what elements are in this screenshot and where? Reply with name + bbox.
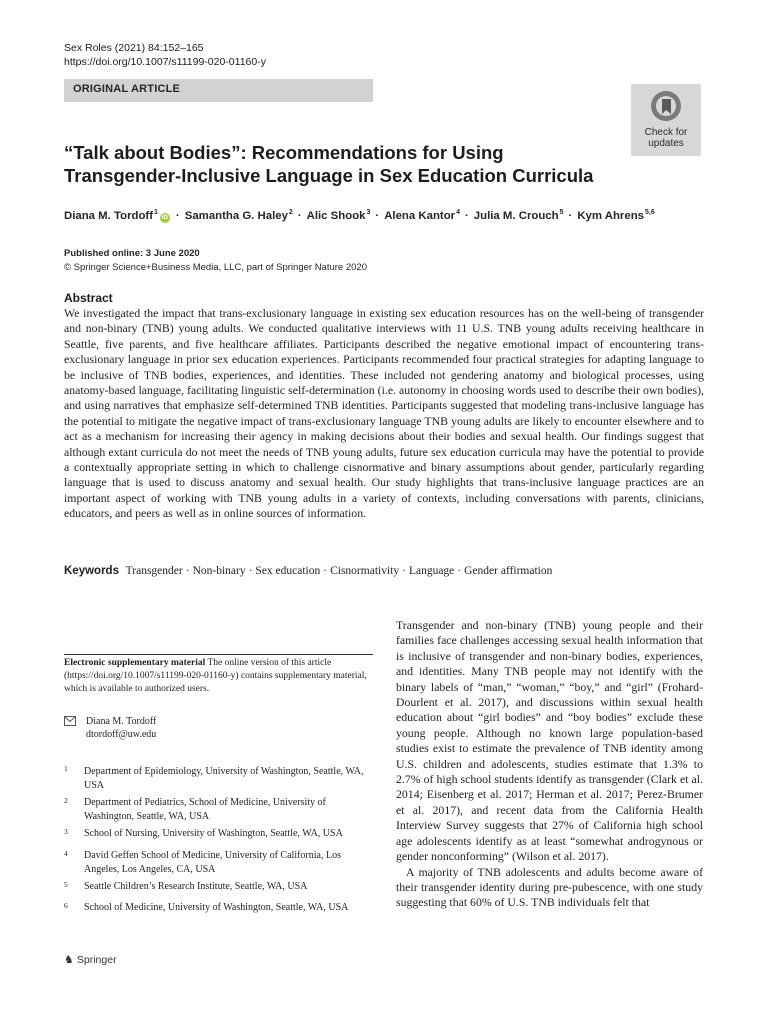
article-type-label: ORIGINAL ARTICLE (73, 83, 181, 95)
author-name[interactable]: Kym Ahrens (577, 209, 644, 222)
check-updates-text (631, 127, 701, 149)
publisher-name: Springer (76, 954, 117, 966)
supplementary-divider (64, 654, 373, 655)
keyword-separator: · (248, 565, 253, 577)
supplementary-note (64, 657, 373, 696)
affiliation-number: 2 (64, 796, 68, 805)
author-name[interactable]: Diana M. Tordoff (64, 209, 154, 222)
affiliation-text: David Geffen School of Medicine, University of California, Los Angeles, Los Angeles, CA, USA (84, 850, 341, 875)
affiliation-number: 5 (64, 880, 68, 889)
affiliation-text: School of Nursing, University of Washington, Seattle, WA, USA (84, 828, 343, 839)
keyword-separator: · (185, 565, 190, 577)
copyright-notice: © Springer Science+Business Media, LLC, part of Springer Nature 2020 (64, 262, 367, 273)
abstract-heading: Abstract (64, 291, 113, 305)
supplementary-text-after: ) contains supplementary material, which is available to authorized users. (64, 671, 367, 694)
published-date: Published online: 3 June 2020 (64, 248, 200, 259)
keyword: Language (408, 565, 455, 577)
author-name[interactable]: Samantha G. Haley (184, 209, 288, 222)
springer-horse-icon: ♞ (64, 954, 74, 966)
publisher-logo (64, 953, 117, 966)
article-title (64, 141, 624, 187)
check-for-updates-badge[interactable] (631, 84, 701, 156)
author-affiliation: 4 (456, 209, 460, 216)
doi-link[interactable]: https://doi.org/10.1007/s11199-020-01160-y (64, 56, 266, 68)
journal-reference: Sex Roles (2021) 84:152–165 (64, 42, 204, 54)
keyword: Cisnormativity (330, 565, 400, 577)
check-updates-line2: updates (648, 138, 684, 149)
keyword-separator: · (323, 565, 328, 577)
affiliation-text: Department of Pediatrics, School of Medicine, University of Washington, Seattle, WA, USA (84, 797, 326, 822)
author-affiliation: 3 (366, 209, 371, 216)
keyword: Sex education (255, 565, 321, 577)
keyword-separator: · (457, 565, 462, 577)
affiliation-text: Department of Epidemiology, University of Washington, Seattle, WA, USA (84, 766, 364, 791)
body-text-column (396, 618, 703, 911)
keywords-line (64, 565, 552, 577)
author-list (64, 209, 655, 223)
separator-dot: · (375, 209, 380, 222)
orcid-icon[interactable]: iD (161, 213, 169, 221)
author-affiliation: 5 (559, 209, 564, 216)
supplementary-text-before: The online version of this article ( (64, 658, 332, 681)
author-name[interactable]: Julia M. Crouch (473, 209, 559, 222)
affiliation-number: 1 (64, 764, 68, 773)
body-paragraph: Transgender and non-binary (TNB) young people and their families face challenges accessing sexual health information that is inclusive of transgender and non-binary bodies, experiences, and identities. Many TNB people may not identify with the binary labels of “man,” “woman,” “boy,” and “girl” (Frohard-Dourlent et al. 2017), and discussions within sexual health education about “girl bodies” and “boy bodies” exclude these young people. Although no known large population-based studies exist to estimate the prevalence of TNB identity among U.S. children and adolescents, studies estimate that 1.3% to 2.7% of high school students identify as transgender (Clark et al. 2014; Eisenberg et al. 2017; Herman et al. 2017; Perez-Brumer et al. 2017), and recent data from the California Health Interview Survey suggests that 27% of California high school age adolescents identify as at least “somewhat androgynous or gender nonconforming” (Wilson et al. 2017). (396, 618, 703, 864)
author-affiliation: 1 (154, 209, 158, 216)
abstract-body: We investigated the impact that trans-exclusionary language in existing sex education resources has on the well-being of transgender and non-binary (TNB) young adults. We conducted qualitative interviews with 11 U.S. TNB young adults receiving healthcare in Seattle, five parents, and five healthcare affiliates. Participants described the negative emotional impact of encountering trans-exclusionary language in prior sex education experiences. Participants recommended four practical strategies for adapting language to be inclusive of TNB bodies, experiences, and identities. These included not gendering anatomy and biological processes, using anatomy-based language, facilitating linguistic self-determination (i.e. autonomy in choosing words used to describe their own bodies), and using narratives that emphasize self-determined TNB identities. Participants suggested that modeling trans-inclusive language has the potential to mitigate the negative impact of trans-exclusionary language TNB young adults are likely to encounter elsewhere and to act as a mechanism for increasing their agency in making decisions about their bodies and sexual health. Our findings suggest that although extant curricula do not meet the needs of TNB young adults, future sex education curricula may have the potential to provide a contextually appropriate setting in which to challenge cisnormative and binary assumptions about gender, particularly regarding language that is used to discuss anatomy and sexual health. Our study highlights that trans-inclusive language practices are an important aspect of working with TNB young adults in a variety of contexts, including conversations with parents, clinicians, educators, and peers as well as in online sources of information. (64, 306, 704, 521)
supplementary-url[interactable]: https://doi.org/10.1007/s11199-020-01160-y (67, 671, 236, 681)
affiliation-number: 6 (64, 901, 68, 910)
author-name[interactable]: Alena Kantor (384, 209, 456, 222)
corresponding-author-email[interactable]: dtordoff@uw.edu (86, 729, 157, 740)
keyword: Non-binary (192, 565, 246, 577)
author-name[interactable]: Alic Shook (306, 209, 366, 222)
check-updates-line1: Check for (644, 127, 688, 138)
separator-dot: · (297, 209, 302, 222)
keyword-separator: · (402, 565, 406, 577)
envelope-icon (64, 716, 76, 729)
separator-dot: · (568, 209, 573, 222)
corresponding-author-name: Diana M. Tordoff (86, 716, 157, 727)
author-affiliation: 5,6 (645, 209, 655, 216)
check-updates-icon (650, 90, 682, 122)
supplementary-label: Electronic supplementary material (64, 658, 206, 668)
keyword: Gender affirmation (464, 565, 553, 577)
article-title-line2: Transgender-Inclusive Language in Sex Education Curricula (64, 165, 594, 186)
article-title-line1: “Talk about Bodies”: Recommendations for Using (64, 142, 504, 163)
separator-dot: · (465, 209, 469, 222)
separator-dot: · (175, 209, 180, 222)
affiliation-text: School of Medicine, University of Washington, Seattle, WA, USA (84, 902, 349, 913)
affiliation-text: Seattle Children’s Research Institute, Seattle, WA, USA (84, 881, 308, 892)
affiliation-number: 4 (64, 849, 68, 858)
author-affiliation: 2 (288, 209, 293, 216)
body-paragraph: A majority of TNB adolescents and adults become aware of their transgender identity during pre-pubescence, with one study suggesting that 60% of U.S. TNB individuals felt that (396, 864, 703, 910)
affiliation-number: 3 (64, 827, 68, 836)
keyword: Transgender (125, 565, 183, 577)
keywords-label: Keywords (64, 565, 119, 577)
